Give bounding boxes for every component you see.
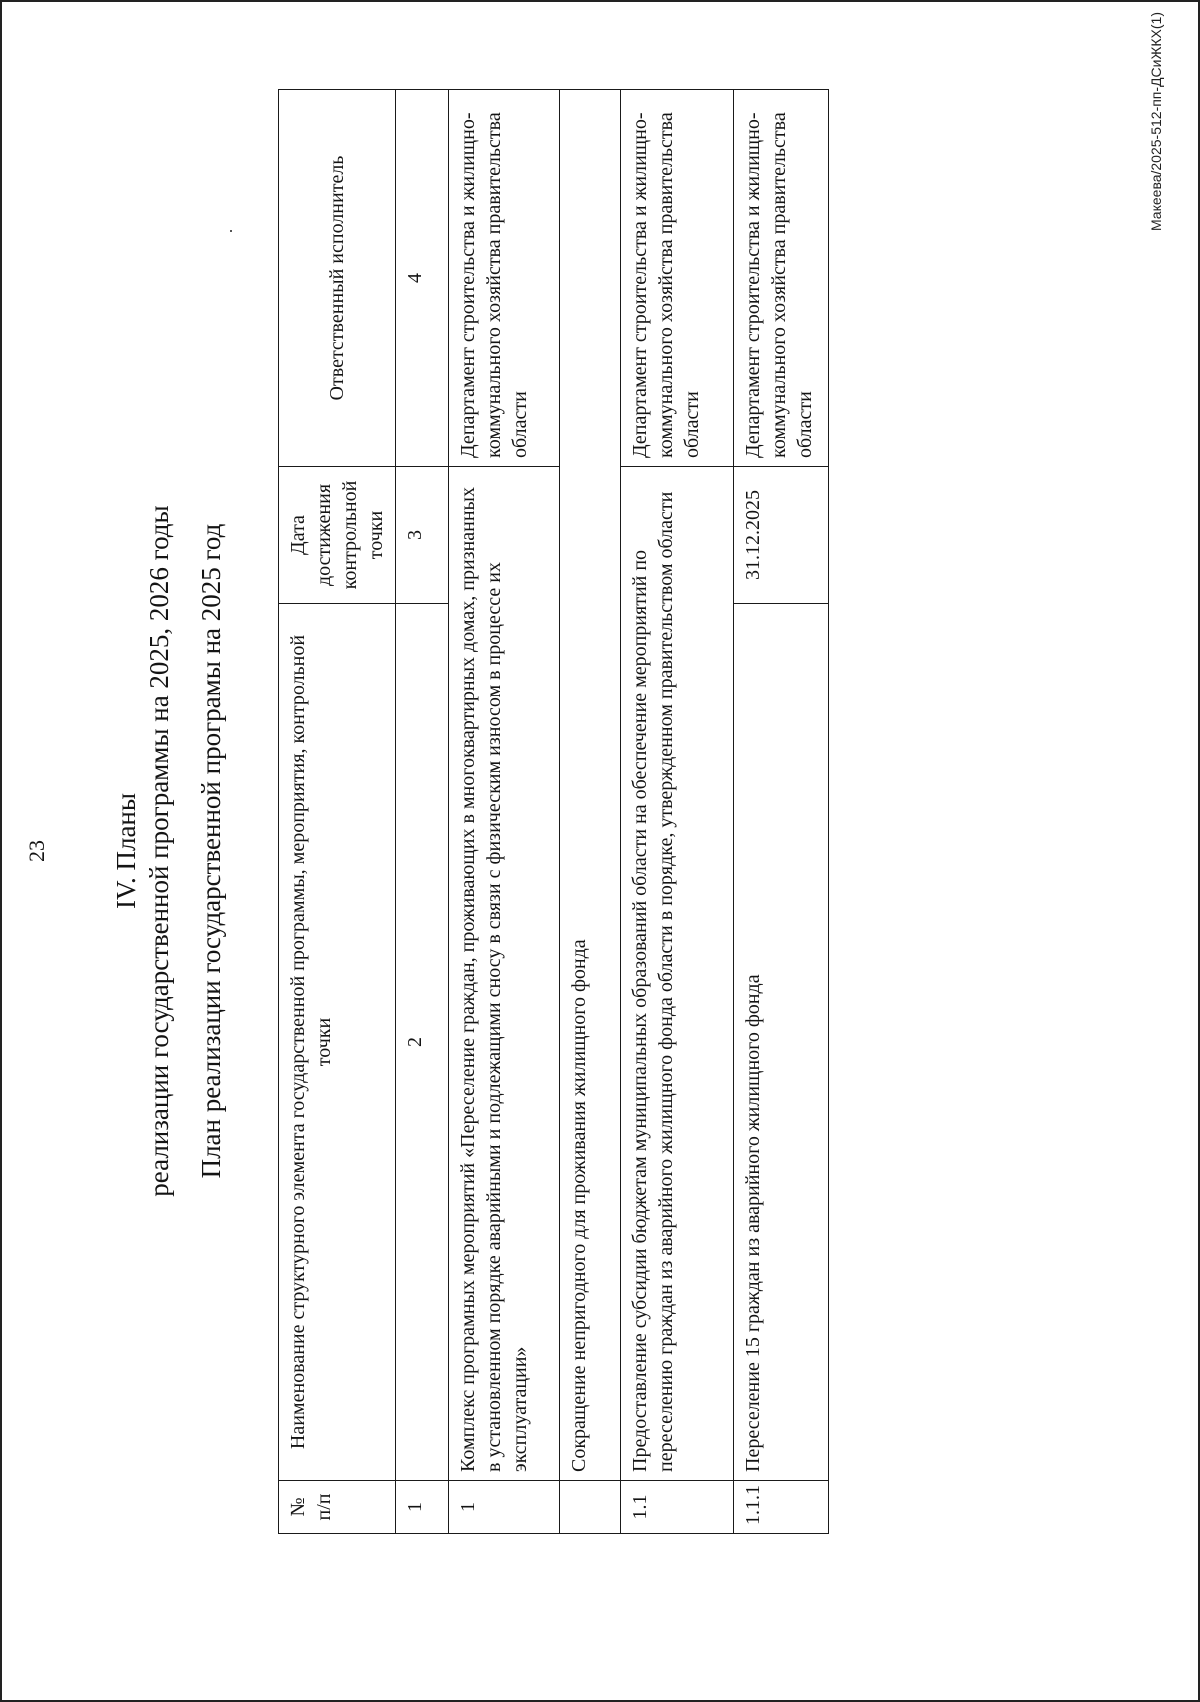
- table-row: [621, 90, 734, 1534]
- plan-title: План реализации государственной програмы на 2025 год: [196, 523, 226, 1179]
- column-number: 3: [396, 467, 449, 604]
- row-name: Переселение 15 граждан из аварийного жилищного фонда: [734, 604, 829, 1481]
- row-name: Комплекс програмных мероприятий «Переселение граждан, проживающих в многоквартирных домах, признанных в установленном порядке аварийными и подлежащими сносу в связи с физическим износом в процессе их эксплуатации»: [449, 467, 560, 1481]
- row-num: 1.1: [621, 1481, 734, 1534]
- header-name: Наименование структурного элемента государственной программы, мероприятия, контрольной точки: [279, 604, 396, 1481]
- section-name: Сокращение непригодного для проживания жилищного фонда: [560, 90, 621, 1481]
- column-number: 2: [396, 604, 449, 1481]
- column-number: 4: [396, 90, 449, 467]
- table-section-row: [560, 90, 621, 1534]
- header-executor: Ответственный исполнитель: [279, 90, 396, 467]
- row-executor: Департамент строительства и жилищно-коммунального хозяйства правительства области: [449, 90, 560, 467]
- table-row: [734, 90, 829, 1534]
- row-executor: Департамент строительства и жилищно-коммунального хозяйства правительства области: [621, 90, 734, 467]
- table-row: [449, 90, 560, 1534]
- row-date: 31.12.2025: [734, 467, 829, 604]
- plan-table: [278, 89, 829, 1534]
- row-num: 1: [449, 1481, 560, 1534]
- page-number: 23: [24, 840, 49, 862]
- section-title-line1: IV. Планы: [111, 792, 141, 910]
- column-number: 1: [396, 1481, 449, 1534]
- row-num: 1.1.1: [734, 1481, 829, 1534]
- document-code: Макеева/2025-512-пп-ДСиЖКХ(1): [1148, 12, 1164, 232]
- header-date: Дата достижения контрольной точки: [279, 467, 396, 604]
- header-num: № п/п: [279, 1481, 396, 1534]
- column-number-row: [396, 90, 449, 1534]
- row-executor: Департамент строительства и жилищно-коммунального хозяйства правительства области: [734, 90, 829, 467]
- section-title: [110, 0, 176, 1702]
- scan-dot: [230, 230, 232, 232]
- table-header-row: [279, 90, 396, 1534]
- row-name: Предоставление субсидии бюджетам муниципальных образований области на обеспечение мероприятий по переселению граждан из аварийного жилищного фонда области в порядке, утвержденном правительством области: [621, 467, 734, 1481]
- row-num: [560, 1481, 621, 1534]
- section-title-line2: реализации государственной программы на 2025, 2026 годы: [144, 505, 174, 1197]
